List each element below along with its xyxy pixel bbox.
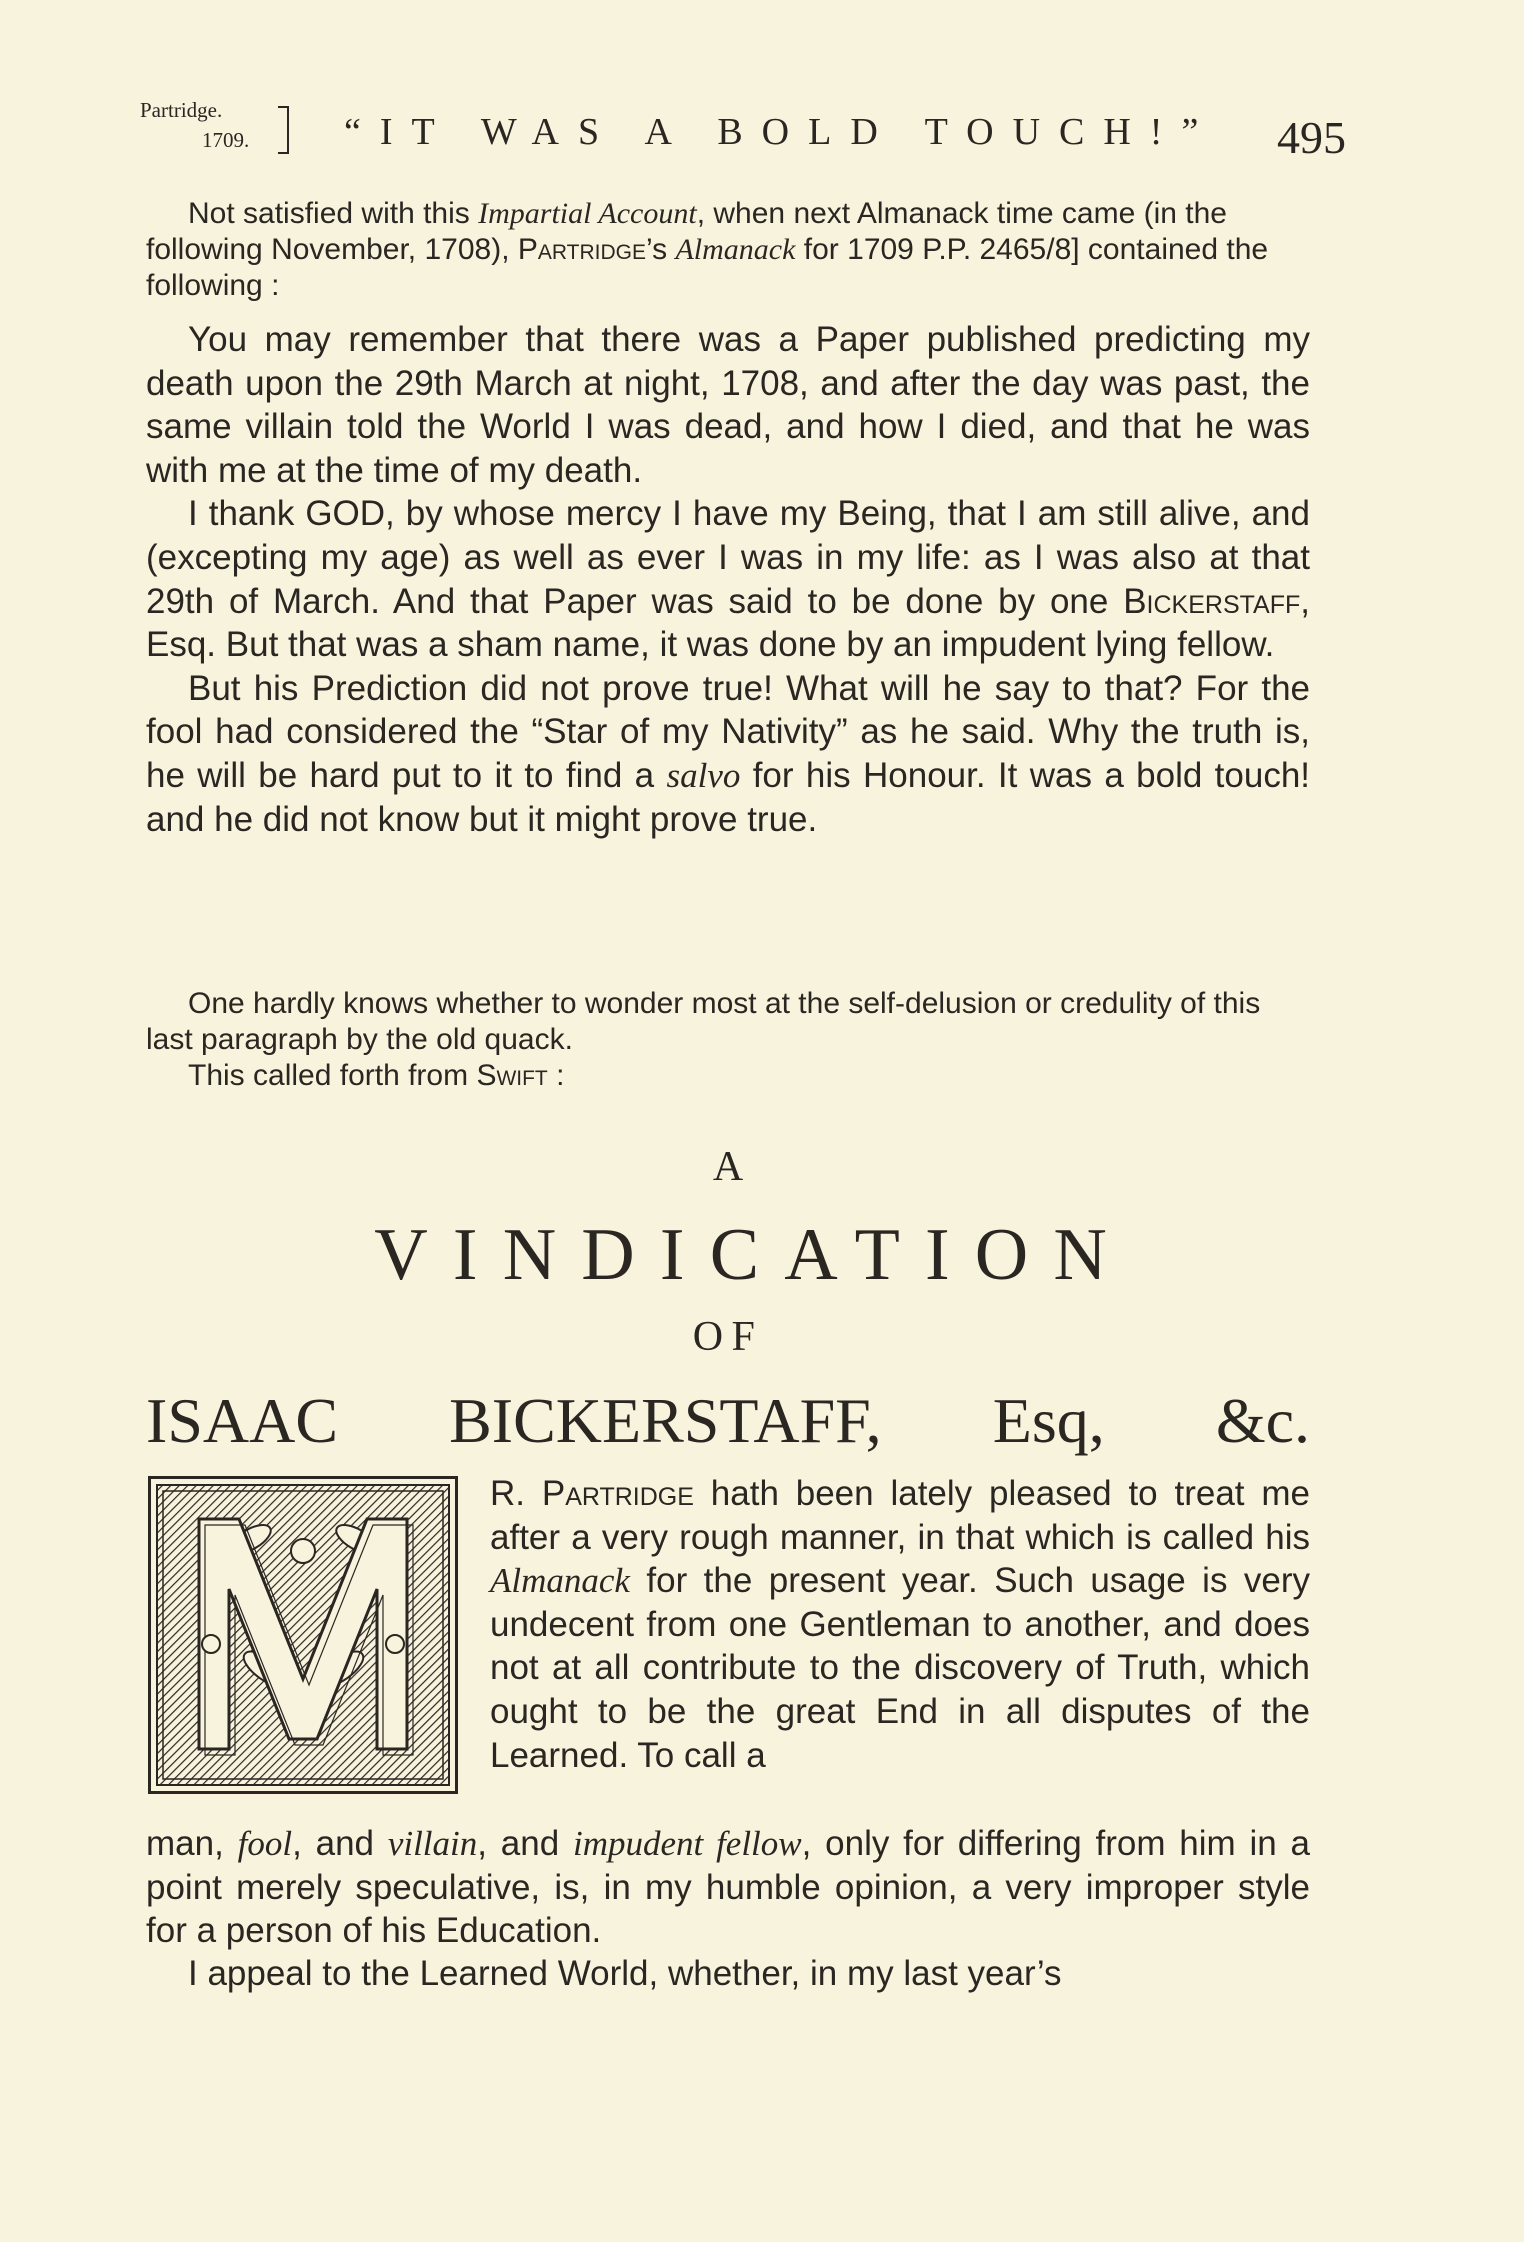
quote-p2-text-1: I thank GOD, by whose mercy I have my Being, that I am still alive, and (excepting my age) as well as ever I was in my life: as I was also at that 29th of March. And that Paper was said to be done by one: [146, 494, 1310, 621]
cont-italic-fool: fool: [237, 1824, 293, 1863]
quote-p3-text-1: But his Prediction did not prove true! What will he say to that? For the fool had considered the “Star of my Nativity” as he said. Why the truth is, he will be hard put to it to find a: [146, 668, 1310, 795]
continuation-paragraph: [146, 1822, 1310, 1953]
last-line: I appeal to the Learned World, whether, in my last year’s: [188, 1954, 1062, 1993]
opening-paragraph-wrapped: [490, 1472, 1310, 1777]
intro-possessive: ’s: [646, 233, 676, 266]
commentary-paragraph: One hardly knows whether to wonder most at the self-delusion or credulity of this last paragraph by the old quack.: [146, 987, 1261, 1056]
quotation-block: [146, 318, 1310, 841]
opening-italic-almanack: Almanack: [490, 1561, 630, 1601]
drop-cap-ornament: [148, 1476, 458, 1794]
running-head-side-note: [140, 98, 290, 158]
title-vindication: VINDICATION: [374, 1214, 1132, 1296]
quote-paragraph-1: You may remember that there was a Paper published predicting my death upon the 29th March at night, 1708, and after the day was past, the same villain told the World I was dead, and how I died, and that he was with me at the time of my death.: [146, 320, 1310, 490]
commentary-colon: :: [547, 1059, 565, 1092]
side-note-name: Partridge.: [140, 98, 223, 122]
commentary-text: This called forth from: [188, 1059, 477, 1092]
quote-p2-text-2: , Esq. But that was a sham name, it was done by an impudent lying fellow.: [146, 581, 1310, 665]
quote-paragraph-2: [146, 492, 1310, 666]
running-head-title: “IT WAS A BOLD TOUCH!”: [344, 111, 1218, 153]
cont-text-and-2: , and: [477, 1824, 573, 1863]
quote-paragraph-3: [146, 667, 1310, 841]
commentary-smallcap-swift: Swift: [476, 1059, 548, 1092]
intro-italic-impartial-account: Impartial Account: [478, 197, 697, 230]
quote-p3-italic-salvo: salvo: [666, 755, 741, 795]
opening-smallcap-partridge: Partridge: [541, 1474, 694, 1513]
page-number: 495: [1277, 112, 1346, 163]
cont-italic-impudent-fellow: impudent fellow: [572, 1824, 802, 1863]
drop-cap-m-icon: [151, 1479, 455, 1791]
commentary: [146, 986, 1310, 1094]
intro-text-2: , when next Almanack time came (in the following November, 1708),: [146, 197, 1227, 266]
title-article: A: [712, 1144, 744, 1190]
title-of: OF: [692, 1314, 764, 1360]
quote-p2-smallcap: Bickerstaff: [1123, 581, 1301, 621]
intro-paragraph: [146, 196, 1310, 304]
quote-p3-text-2: for his Honour. It was a bold touch! and he did not know but it might prove true.: [146, 755, 1311, 839]
intro-text-3: for 1709 P.P. 2465/8] contained the following :: [146, 233, 1269, 302]
side-note-bracket: [278, 106, 289, 154]
cont-text-and-1: , and: [292, 1824, 388, 1863]
opening-text-2: for the present year. Such usage is very undecent from one Gentleman to another, and does not at all contribute to the discovery of Truth, which ought to be the great End in all disputes of the Learned. To call a: [490, 1561, 1310, 1775]
opening-word-end: R.: [490, 1474, 542, 1513]
intro-text-1: Not satisfied with this: [188, 197, 479, 230]
side-note-year: 1709.: [202, 128, 250, 152]
cont-text-rest: , only for differing from him in a point merely speculative, is, in my humble opinion, a very improper style for a person of his Education.: [146, 1824, 1310, 1951]
intro-smallcap-partridge: Partridge: [517, 233, 647, 266]
title-name: ISAAC BICKERSTAFF, Esq, &c.: [146, 1385, 1310, 1456]
cont-italic-villain: villain: [387, 1824, 478, 1863]
intro-italic-almanack: Almanack: [675, 233, 796, 266]
cont-text-man: man,: [146, 1824, 238, 1863]
opening-text-1: hath been lately pleased to treat me after a very rough manner, in that which is called his: [490, 1474, 1310, 1557]
commentary-line-swift: [146, 1058, 1310, 1094]
